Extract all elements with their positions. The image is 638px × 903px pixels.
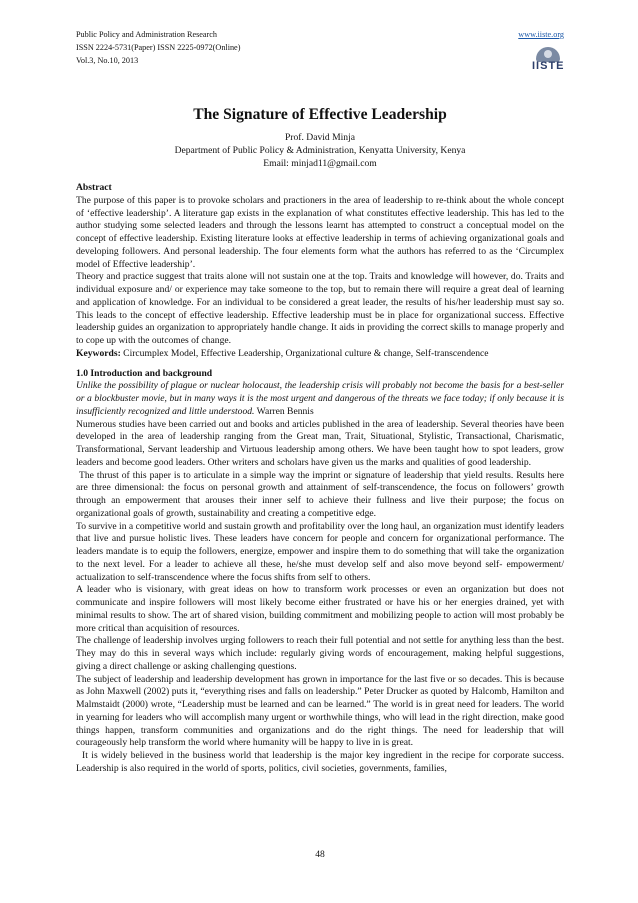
paper-body [76,182,564,776]
abstract-heading: Abstract [76,182,112,193]
body-paragraph: The challenge of leadership involves urging followers to reach their full potential and not settle for anything less than the best. They may do this in several ways which include: regularly giving words of encouragement, making helpful suggestions, giving a direct challenge or asking challenging questions. [76,635,564,672]
body-paragraph: It is widely believed in the business world that leadership is the major key ingredient in the recipe for corporate success. Leadership is also required in the world of sports, politics, civil societies, governments, families, [76,750,564,774]
body-paragraph: A leader who is visionary, with great ideas on how to transform work processes or even an organization but does not communicate and inspire followers will most likely become either frustrated or have his or her energies drained, yet with minimal results to show. The art of shared vision, building commitment and mobilizing people to action will most probably be more critical than acquisition of resources. [76,584,564,634]
logo-text: IISTE [532,60,565,73]
body-paragraph: The thrust of this paper is to articulate in a simple way the imprint or signature of leadership that yield results. Results here are three dimensional: the focus on personal growth and attainment of self-transcendence, the focus on followers’ growth through an empowerment that arouses their inner self to achieve their fullness and live their purpose; the focus on organizational goals of growth, sustainability and creating a competitive edge. [76,469,564,519]
paper-title: The Signature of Effective Leadership [193,106,447,123]
epigraph-author: Warren Bennis [254,405,314,417]
body-paragraph: Numerous studies have been carried out and books and articles published in the area of leadership. Several theories have been developed in the area of leadership ranging from the Great man, Trait, Situational, Stylistic, Transactional, Charismatic, Transformational, Servant leadership and Virtuous leadership among others. We have been taught how to spot leaders, grow leaders and become good leaders. Other writers and scholars have given us the marks and qualities of good leadership. [76,418,564,468]
page-number: 48 [315,849,325,860]
author-name: Prof. David Minja [284,132,356,143]
epigraph-quote: Unlike the possibility of plague or nuclear holocaust, the leadership crisis will probably not become the basis for a best-seller or a blockbuster movie, but in many ways it is the most urgent and dangerous of the threats we face today; if only because it is insufficiently recognized and little understood. [76,380,564,417]
iiste-logo [532,47,564,73]
journal-info [76,28,240,68]
abstract-paragraph-1: The purpose of this paper is to provoke scholars and practioners in the area of leadership to re-think about the whole concept of ‘effective leadership’. A literature gap exists in the explanation of what constitutes effective leadership. This has led to the author studying some selected leaders and through the lessons learnt has attempted to construct a conceptual model on the concept of effective leadership. Existing literature looks at effective leadership in terms of achieving organizational goals and developing followers. And personal leadership. The four elements form what the authors has referred to as the ‘Circumplex model of Effective leadership’. [76,194,564,270]
abstract-paragraph-2: Theory and practice suggest that traits alone will not sustain one at the top. Traits and knowledge will however, do. Traits and individual exposure and/ or experience may take someone to the top, but to remain there will require a great deal of learning and application of knowledge. For an individual to be considered a great leader, the results of his/her leadership must say so. This leads to the concept of effective leadership. Effective leadership must be in place for organizational success. Effective leadership guides an organization to appropriately handle change. It aids in providing the correct skills to manage properly and to cope up with the outcomes of change. [76,271,564,346]
author-block [76,131,564,170]
keywords-label: Keywords: [76,347,121,359]
keywords-text: Circumplex Model, Effective Leadership, Organizational culture & change, Self-transcendence [120,347,489,359]
journal-name: Public Policy and Administration Research [76,30,217,39]
body-paragraph: To survive in a competitive world and sustain growth and profitability over the long haul, an organization must identify leaders that live and pursue holistic lives. These leaders have concern for people and concern for organizational performance. The leaders mandate is to equip the followers, energize, empower and inspire them to do something that will take the organization to the next level. For a leader to achieve all these, he/she must develop self and also move beyond self- empowerment/ actualization to self-transcendence where the focus shifts from self to others. [76,520,564,583]
body-paragraph: The subject of leadership and leadership development has grown in importance for the last five or so decades. This is because as John Maxwell (2002) puts it, “everything rises and falls on leadership.” Peter Drucker as quoted by Halcomb, Hamilton and Malmstaidt (2000) wrote, “Leadership must be learned and can be learned.” The world is in great need for leaders. The world in yearning for leaders who will accomplish many urgent or worthwhile things, who will lead in the right direction, make good things happen, transform communities and organizations and do the right things. The need for leadership that will courageously help transform the world where humanity will be happy to live in is great. [76,673,564,749]
author-affiliation: Department of Public Policy & Administration, Kenyatta University, Kenya [174,145,466,156]
section-heading: 1.0 Introduction and background [76,367,213,379]
journal-issn: ISSN 2224-5731(Paper) ISSN 2225-0972(Online) [76,43,241,53]
keywords-line [76,348,564,361]
journal-url-link[interactable]: www.iiste.org [518,30,564,39]
journal-volume: Vol.3, No.10, 2013 [76,56,139,66]
header-right [518,28,564,78]
epigraph [76,380,564,418]
page-header [76,28,564,88]
author-email: Email: minjad11@gmail.com [263,158,377,169]
